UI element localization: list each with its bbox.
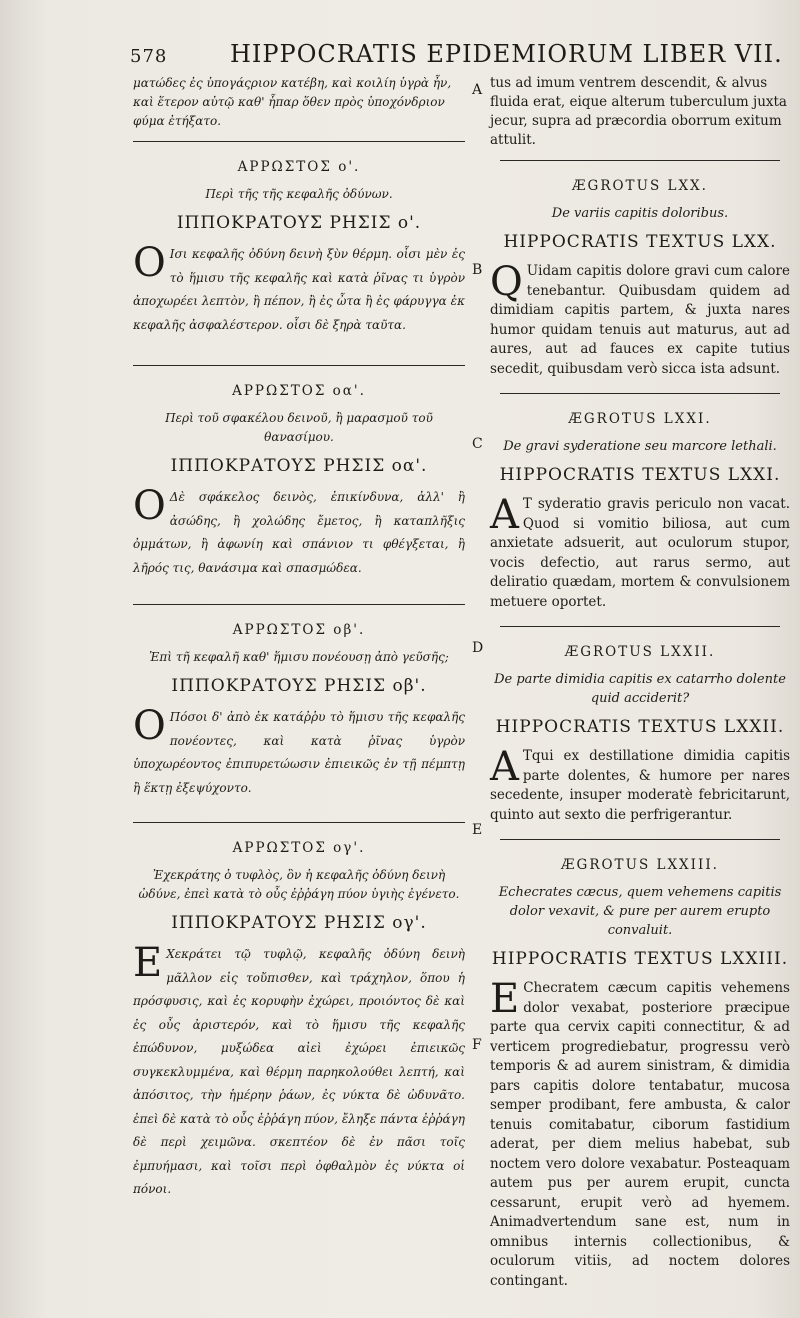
latin-section-72 [490,643,790,825]
latin-continuation: tus ad imum ventrem descendit, & alvus fluida erat, eique alterum tuberculum juxta jecur, supra ad præcordia oborrum exitum attulit. [490,75,787,148]
running-title: HIPPOCRATIS EPIDEMIORUM LIBER VII. [230,40,783,68]
greek-continuation: ματώδες ἐς ὑπογάςριον κατέβη, καὶ κοιλίη ὑγρὰ ἦν, καὶ ἕτερον αὐτῷ καθ' ἧπαρ ὅθεν πρὸς ὑποχόνδριον φύμα ἐτήξατο. [133,76,452,128]
chapter-heading: ΑΡΡΩΣΤΟΣ οα'. [232,383,366,399]
greek-section-71 [133,382,465,580]
chapter-heading: ÆGROTUS LXXIII. [561,857,719,873]
text-title: ΙΠΠΟΚΡΑΤΟΥΣ ΡΗΣΙΣ ο'. [176,213,422,233]
margin-letter-d: D [472,640,484,656]
chapter-body [490,259,790,379]
chapter-body [133,703,465,800]
chapter-heading: ΑΡΡΩΣΤΟΣ ο'. [237,159,361,175]
page-header [130,40,783,76]
body-text: Tqui ex destillatione dimidia capitis parte dolentes, & humore per nares secedente, insuper moderatè febricitarunt, quinto aut sexto die perfrigerantur. [490,748,790,823]
section-divider [133,822,465,823]
chapter-heading: ÆGROTUS LXX. [572,178,708,194]
greek-column [133,72,465,1202]
section-divider [500,626,780,627]
latin-section-73 [490,856,790,1291]
chapter-heading: ΑΡΡΩΣΤΟΣ ογ'. [232,840,366,856]
drop-cap: Ο [133,703,166,749]
text-title: HIPPOCRATIS TEXTUS LXXI. [499,465,781,485]
chapter-body [133,240,465,337]
page-number: 578 [130,46,168,67]
chapter-heading: ÆGROTUS LXXII. [564,644,716,660]
section-divider [500,160,780,161]
latin-section-71 [490,410,790,612]
chapter-subtitle: Ἐπὶ τῆ κεφαλῆ καθ' ἥμισυ πονέουσῃ ἀπὸ γεῦσῆς; [149,650,449,664]
chapter-body [133,483,465,580]
chapter-subtitle: De gravi syderatione seu marcore lethali. [503,439,777,454]
latin-column [490,72,790,1291]
margin-letter-c: C [472,436,483,452]
drop-cap: Ο [133,483,166,529]
drop-cap: E [490,976,520,1022]
margin-letter-e: E [472,822,483,838]
text-title: ΙΠΠΟΚΡΑΤΟΥΣ ΡΗΣΙΣ ογ'. [171,913,427,933]
body-text: Πόσοι δ' ἀπὸ ἐκ κατάῤῥυ τὸ ἥμισυ τῆς κεφαλῆς πονέοντες, καὶ κατὰ ῥῖνας ὑγρὸν ὑποχωρέοντος ἐπιπυρετώωσιν ἐπιεικῶς ἐν τῇ πέμπτῃ ἢ ἕκτῃ ἐξεψύχοντο. [133,710,465,795]
margin-letter-a: A [472,82,483,98]
body-text: Ισι κεφαλῆς ὀδύνη δεινὴ ξὺν θέρμη. οἷσι μὲν ἐς τὸ ἥμισυ τῆς κεφαλῆς καὶ κατὰ ῥῖνας τι ὑγρὸν ἀποχωρέει λεπτὸν, ἢ πέπον, ἢ ἐς ὦτα ἢ ἐς φάρυγγα ἐκ κεφαλῆς ἀσφαλέστερον. οἷσι δὲ ξηρὰ ταῦτα. [133,247,465,332]
chapter-heading: ΑΡΡΩΣΤΟΣ οβ'. [232,622,366,638]
chapter-body [490,744,790,825]
section-divider [133,604,465,605]
text-title: ΙΠΠΟΚΡΑΤΟΥΣ ΡΗΣΙΣ οα'. [170,456,428,476]
body-text: Χεκράτει τῷ τυφλῷ, κεφαλῆς ὀδύνη δεινὴ μᾶλλον εἰς τοὔπισθεν, καὶ τράχηλον, ὅπου ἡ πρόσφυσις, καὶ ἐς κορυφὴν ἐχώρει, προιόντος δὲ καὶ ἐς οὖς ἀριστερόν, καὶ τὸ ἥμισυ τῆς κεφαλῆς ἐπώδυνον, μυξώδεα αἰεὶ ἐχώρει ἐπιεικῶς συγκεκλυμμένα, καὶ θέρμη παρηκολούθει λεπτή, καὶ ἀπόσιτος, τὴν ἡμέρην ῥάων, ἐς νύκτα δὲ ὠδυνᾶτο. ἐπεὶ δὲ κατὰ τὸ οὖς ἐῤῥάγη πύον, ἔληξε πάντα ἐῤῥάγη δὲ περὶ χειμῶνα. σκεπτέον δὲ ἐν πᾶσι τοῖς ἐμπυήμασι, καὶ τοῖσι περὶ ὀφθαλμὸν ἐς νύκτα οἱ πόνοι. [133,947,465,1196]
body-text: Δὲ σφάκελος δεινὸς, ἐπικίνδυνα, ἀλλ' ἢ ἀσώδης, ἢ χολώδης ἔμετος, ἢ καταπλῆξις ὀμμάτων, ἢ ἀφωνίη καὶ σπάνιον τι φθέγξεται, ἢ λῆρός τις, θανάσιμα καὶ σπασμώδεα. [133,490,465,575]
chapter-body [490,492,790,612]
chapter-heading: ÆGROTUS LXXI. [568,411,712,427]
margin-letter-b: B [472,262,483,278]
chapter-subtitle: Περὶ τῆς τῆς κεφαλῆς ὀδύνων. [205,187,393,201]
body-text: Uidam capitis dolore gravi cum calore tenebantur. Quibusdam quidem ad dimidiam capitis partem, & juxta nares humor quidam tenuis aut maturus, aut ad aures, aut ad fauces ex capite tutius secedit, quibusdam verò sicca ista adsunt. [490,263,790,377]
drop-cap: Q [490,259,523,305]
drop-cap: Ο [133,240,166,286]
text-title: HIPPOCRATIS TEXTUS LXXIII. [491,949,789,969]
section-divider [133,365,465,366]
latin-section-70 [490,177,790,379]
drop-cap: Ε [133,940,163,986]
text-title: HIPPOCRATIS TEXTUS LXX. [503,232,777,252]
text-title: ΙΠΠΟΚΡΑΤΟΥΣ ΡΗΣΙΣ οβ'. [171,676,427,696]
greek-section-72 [133,621,465,800]
chapter-subtitle: Ἐχεκράτης ὁ τυφλὸς, ὃν ἡ κεφαλῆς ὀδύνη δεινὴ ὠδύνε, ἐπεὶ κατὰ τὸ οὖς ἐῤῥάγη πύον ὑγιὴς ἐγένετο. [138,868,460,901]
chapter-subtitle: Περὶ τοῦ σφακέλου δεινοῦ, ἢ μαρασμοῦ τοῦ θανασίμου. [165,411,433,444]
chapter-body [490,976,790,1291]
body-text: Checratem cæcum capitis vehemens dolor vexabat, posteriore præcipue parte qua cervix capiti connectitur, & ad verticem progrediebatur, progressu verò temporis & ad aurem sinistram, & dimidia pars capitis dolore tentabatur, mucosa semper prodibant, fere ambusta, & calor tenuis comitabatur, ciborum fastidium aderat, per diem melius habebat, sub noctem vero dolore vexabatur. Posteaquam autem pus per aurem erupit, cuncta cessarunt, erupit verò ad hyemem. Animadvertendum sane est, num in omnibus internis collectionibus, & oculorum vitiis, ad noctem dolores contingant. [490,980,790,1289]
greek-section-70 [133,158,465,337]
margin-letter-f: F [472,1037,482,1053]
chapter-subtitle: Echecrates cæcus, quem vehemens capitis dolor vexavit, & pure per aurem erupto convaluit. [498,885,782,938]
text-title: HIPPOCRATIS TEXTUS LXXII. [495,717,785,737]
section-divider [133,141,465,142]
chapter-subtitle: De variis capitis doloribus. [551,206,729,221]
body-text: T syderatio gravis periculo non vacat. Quod si vomitio biliosa, aut cum anxietate adsuerit, aut oculorum stupor, vocis defectio, aut rarus sermo, aut deliratio quædam, mortem & convulsionem metuere oportet. [490,496,790,610]
chapter-body [133,940,465,1202]
chapter-subtitle: De parte dimidia capitis ex catarrho dolente quid acciderit? [494,672,786,706]
section-divider [500,393,780,394]
section-divider [500,839,780,840]
drop-cap: A [490,492,519,538]
drop-cap: A [490,744,519,790]
greek-section-73 [133,839,465,1202]
